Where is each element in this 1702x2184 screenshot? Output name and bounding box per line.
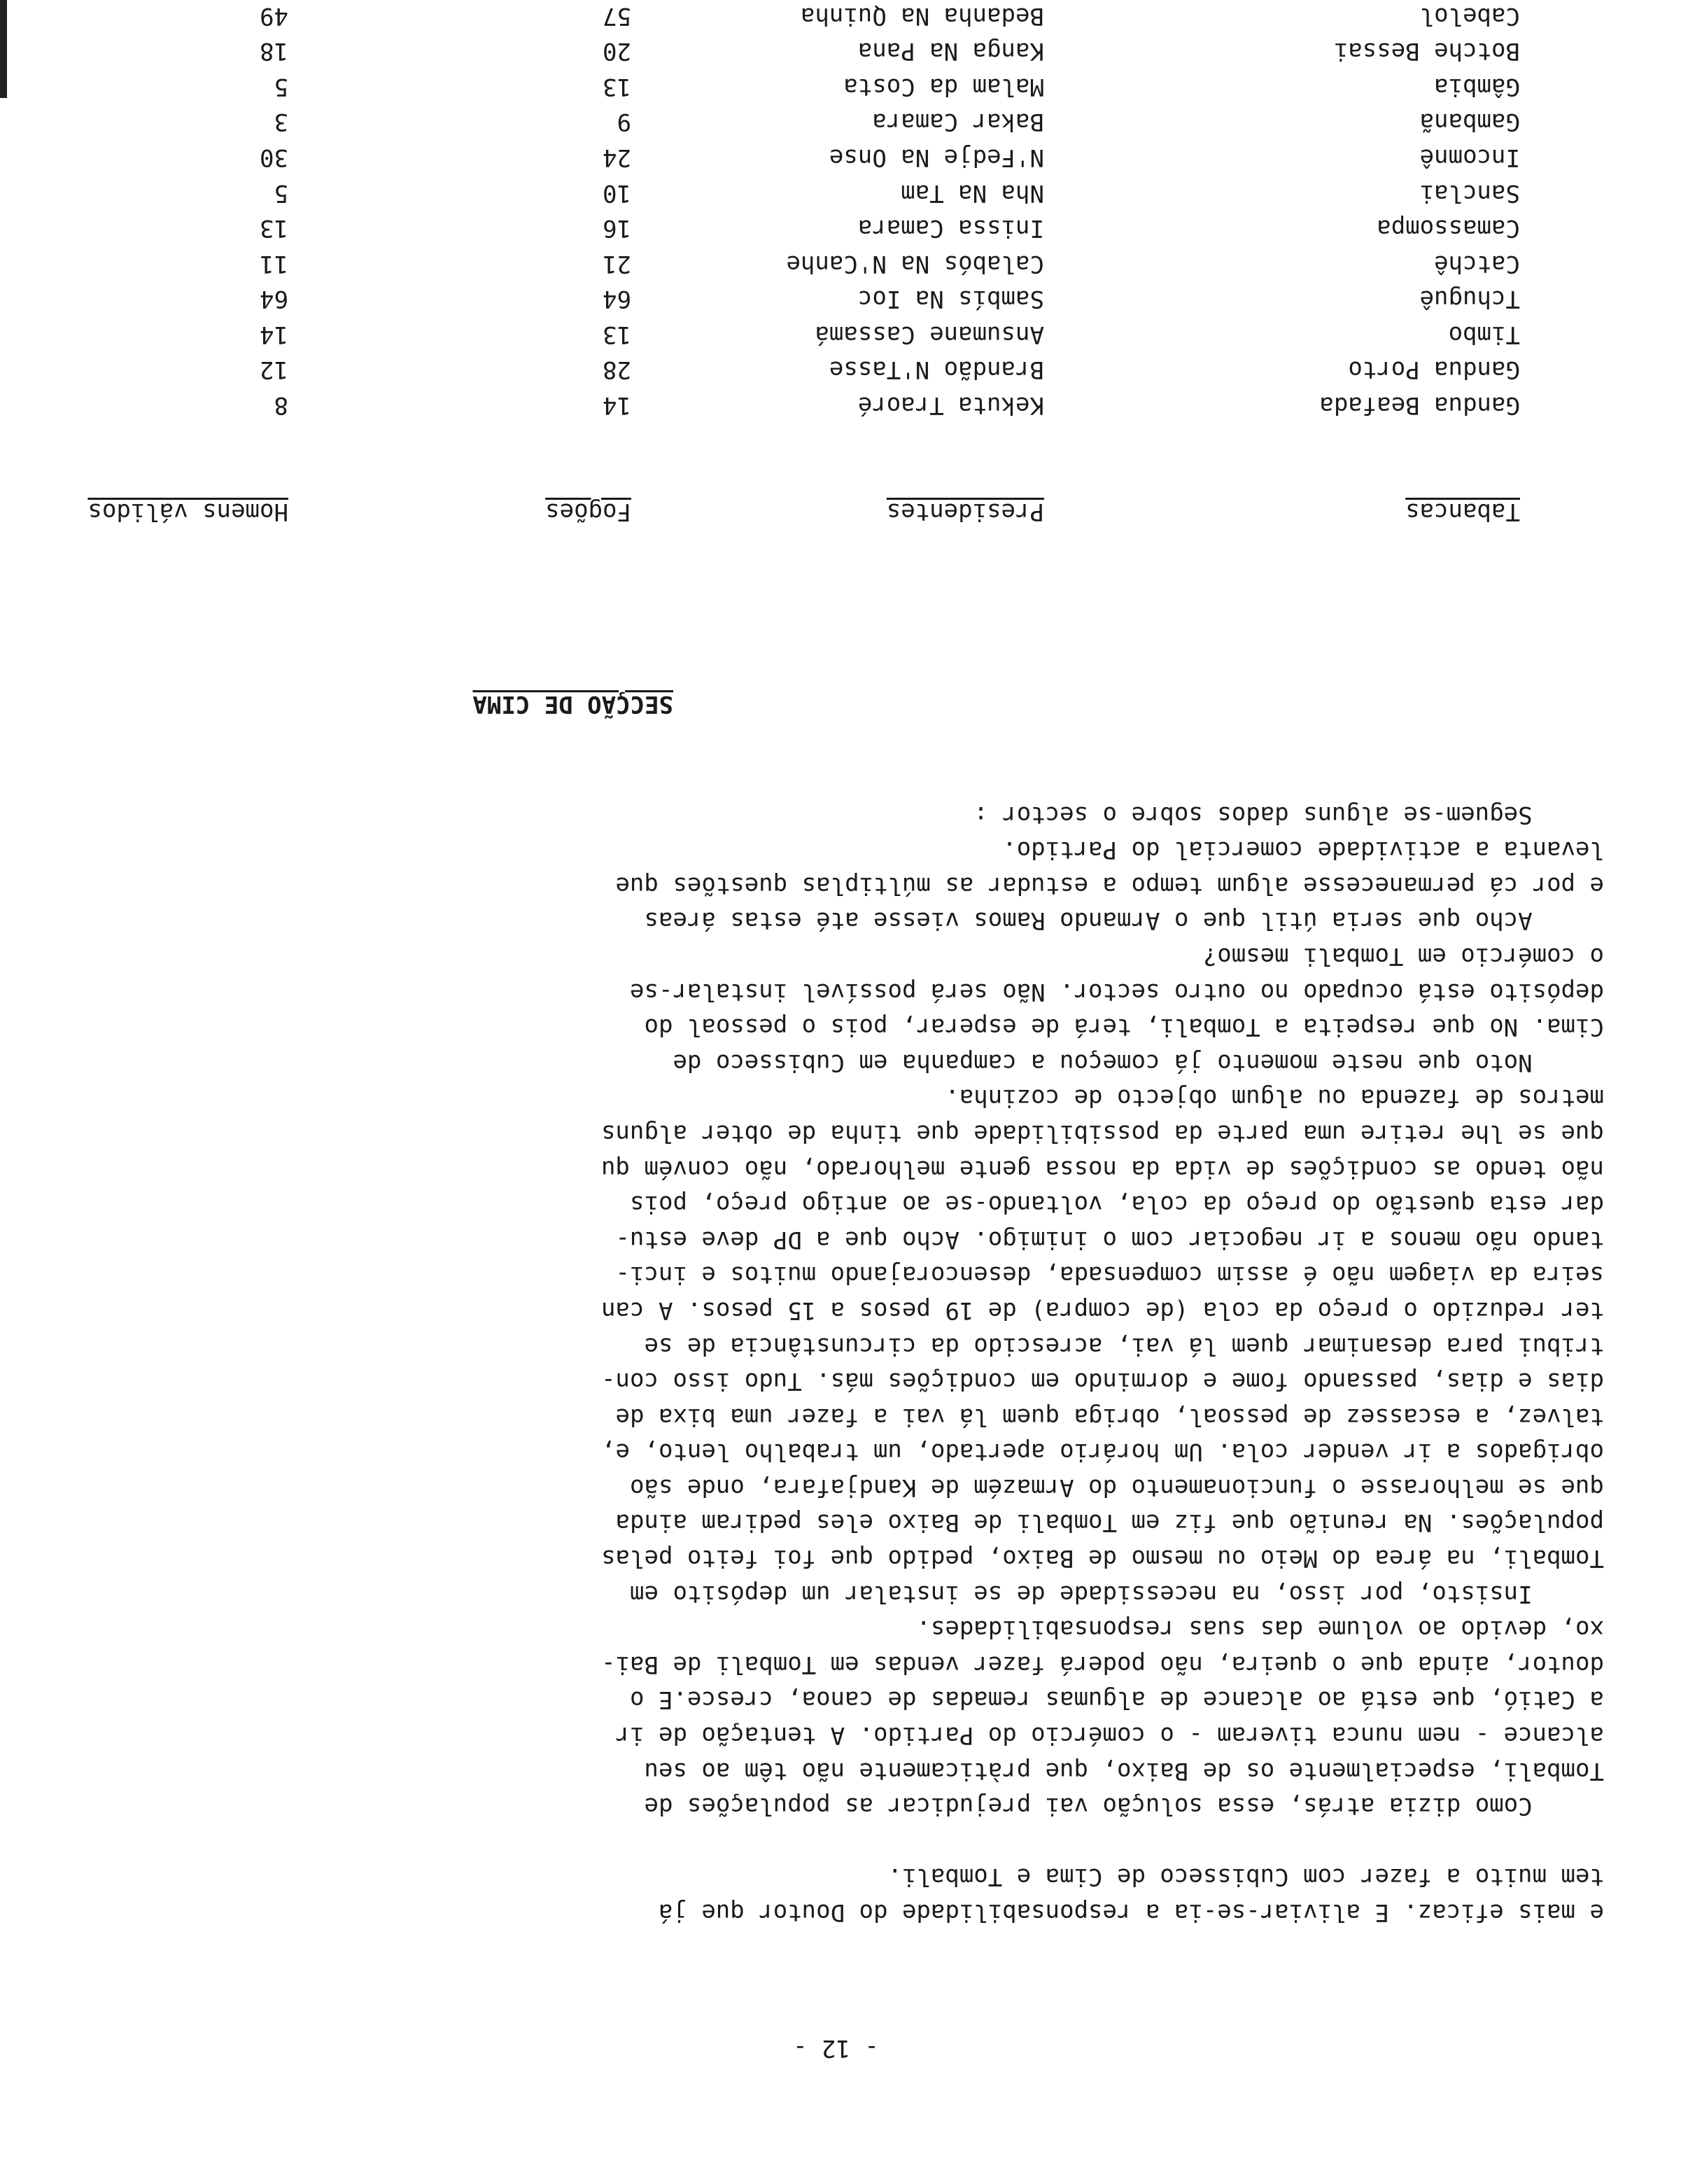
text-line: ter reduzido o preço da cola (de compra) de 19 pesos a 15 pesos. A can (601, 1296, 1604, 1324)
cell-presidente: Nha Na Tam (901, 178, 1044, 207)
cell-homens-validos: 5 (274, 178, 288, 207)
cell-fogoes: 24 (603, 143, 631, 172)
text-line: Como dizia atrás, essa solução vai prejudicar as populações de (644, 1792, 1604, 1821)
table-row (68, 388, 1604, 424)
cell-fogoes: 13 (603, 72, 631, 101)
text-line: populações. Na reunião que fiz em Tombali de Baixo eles pediram ainda (615, 1508, 1604, 1537)
cell-fogoes: 21 (603, 249, 631, 278)
text-line: e mais eficaz. E aliviar-se-ia a responsabilidade do Doutor que já (658, 1898, 1604, 1927)
cell-fogoes: 28 (603, 356, 631, 384)
text-line: Insisto, por isso, na necessidade de se instalar um depósito em (630, 1579, 1604, 1608)
cell-presidente: Brandão N'Tasse (829, 356, 1044, 384)
page-number: - 12 - (793, 2033, 879, 2062)
cell-presidente: Malam da Costa (843, 72, 1044, 101)
text-line: alcance - nem nunca tiveram - o comércio do Partido. A tentação de ir (615, 1721, 1604, 1750)
cell-fogoes: 10 (603, 178, 631, 207)
cell-tabanca: Timbo (1448, 320, 1520, 349)
text-line: a Catió, que está ao alcance de algumas remadas de canoa, cresce.E o (630, 1686, 1604, 1714)
text-line: seira da viagem não é assim compensada, desencorajando muitos e inci- (615, 1261, 1604, 1289)
document-body (68, 0, 1604, 2136)
table-row (68, 352, 1604, 388)
body-text (68, 797, 1604, 1930)
cell-fogoes: 9 (617, 108, 631, 136)
text-line: dias e dias, passando fome e dormindo em condições más. Tudo isso con- (601, 1367, 1604, 1396)
cell-fogoes: 20 (603, 37, 631, 66)
table-row (68, 34, 1604, 69)
cell-homens-validos: 14 (260, 320, 288, 349)
table-row (68, 211, 1604, 246)
text-line: tando não menos a ir negociar com o inimigo. Acho que a DP deve estu- (615, 1225, 1604, 1254)
text-line: Seguem-se alguns dados sobre o sector : (973, 800, 1604, 829)
cell-homens-validos: 49 (260, 1, 288, 30)
cell-presidente: Inissa Camara (857, 214, 1044, 243)
cell-fogoes: 16 (603, 214, 631, 243)
cell-presidente: Kekuta Traoré (857, 391, 1044, 420)
text-line: dar esta questão do preço da cola, voltando-se ao antigo preço, pois (630, 1190, 1604, 1219)
text-line: que se melhorasse o funcionamento do Armazém de Kandjafara, onde são (630, 1473, 1604, 1502)
table-row (68, 69, 1604, 104)
cell-homens-validos: 5 (274, 72, 288, 101)
text-line: e por cá permanecesse algum tempo a estudar as múltiplas questões que (615, 871, 1604, 899)
table-header-row (68, 493, 1604, 529)
text-line: tem muito a fazer com Cubisseco de Cima e Tombali. (887, 1863, 1604, 1891)
table-row (68, 175, 1604, 211)
cell-fogoes: 14 (603, 391, 631, 420)
cell-homens-validos: 30 (260, 143, 288, 172)
text-line: Noto que neste momento já começou a campanha em Cubisseco de (673, 1048, 1604, 1077)
header-presidentes: Presidentes (886, 497, 1044, 526)
table-row (68, 139, 1604, 175)
table-row (68, 316, 1604, 352)
header-tabancas: Tabancas (1405, 497, 1520, 526)
text-line: metros de fazenda ou algum objecto de cozinha. (945, 1084, 1604, 1112)
cell-fogoes: 64 (603, 285, 631, 314)
header-fogoes: Fogões (545, 497, 631, 526)
header-homens-validos: Homens válidos (87, 497, 288, 526)
text-line: que se lhe retire uma parte da possibilidade que tinha de obter alguns (601, 1119, 1604, 1147)
text-line: xo, devido ao volume das suas responsabilidades. (916, 1615, 1604, 1644)
cell-tabanca: Gandua Porto (1348, 356, 1520, 384)
cell-tabanca: Botche Bessai (1333, 37, 1520, 66)
cell-tabanca: Gandua Beafada (1319, 391, 1520, 420)
cell-homens-validos: 12 (260, 356, 288, 384)
text-line: Acho que seria útil que o Armando Ramos viesse até estas áreas (644, 906, 1604, 935)
text-line: depósito está ocupado no outro sector. Não será possível instalar-se (630, 977, 1604, 1006)
settlements-table (68, 0, 1604, 600)
cell-tabanca: Incomnê (1419, 143, 1520, 172)
cell-tabanca: Camassompa (1377, 214, 1520, 243)
table-row (68, 0, 1604, 34)
cell-homens-validos: 11 (260, 249, 288, 278)
cell-homens-validos: 3 (274, 108, 288, 136)
text-line: o comércio em Tombali mesmo? (1202, 942, 1604, 970)
text-line (68, 1823, 1604, 1859)
cell-presidente: Sambís Na Ioc (857, 285, 1044, 314)
cell-tabanca: Gambanã (1419, 108, 1520, 136)
text-line: não tendo as condições de vida da nossa gente melhorado, não convém qu (601, 1154, 1604, 1183)
text-line: tribui para desanimar quem lá vai, acrescido da circunstância de se (644, 1331, 1604, 1360)
cell-fogoes: 13 (603, 320, 631, 349)
table-body (68, 0, 1604, 423)
cell-tabanca: Cabelol (1419, 1, 1520, 30)
text-line: Tombali, especialmente os de Baixo, que pràticamente não têm ao seu (644, 1756, 1604, 1785)
cell-presidente: Bakar Camara (872, 108, 1044, 136)
cell-homens-validos: 13 (260, 214, 288, 243)
cell-tabanca: Catchê (1434, 249, 1520, 278)
table-row (68, 281, 1604, 317)
table-row (68, 104, 1604, 140)
text-line: obrigados a ir vender cola. Um horário apertado, um trabalho lento, e, (601, 1438, 1604, 1466)
cell-presidente: Bedanha Na Quinha (801, 1, 1044, 30)
cell-tabanca: Gâmbia (1434, 72, 1520, 101)
scan-edge-mark (0, 0, 7, 98)
cell-homens-validos: 64 (260, 285, 288, 314)
cell-fogoes: 57 (603, 1, 631, 30)
section-title: SECÇÃO DE CIMA (472, 690, 673, 718)
cell-presidente: N'Fedje Na Onse (829, 143, 1044, 172)
text-line: levanta a actividade comercial do Partido. (1002, 836, 1604, 864)
cell-presidente: Ansumane Cassamá (815, 320, 1044, 349)
table-row (68, 246, 1604, 281)
text-line: talvez, a escassez de pessoal, obriga quem lá vai a fazer uma bixa de (615, 1402, 1604, 1431)
cell-tabanca: Sanclai (1419, 178, 1520, 207)
cell-homens-validos: 18 (260, 37, 288, 66)
cell-tabanca: Tchuguê (1419, 285, 1520, 314)
text-line: Tombali, na área do Meio ou mesmo de Baixo, pedido que foi feito pelas (601, 1544, 1604, 1573)
section-header (68, 686, 1604, 722)
cell-presidente: Kanga Na Pana (857, 37, 1044, 66)
text-line: doutor, ainda que o queira, não poderá fazer vendas em Tombali de Bai- (601, 1650, 1604, 1679)
cell-presidente: Calabós Na N'Canhe (786, 249, 1044, 278)
text-line: Cima. No que respeita a Tombali, terá de esperar, pois o pessoal do (644, 1013, 1604, 1042)
cell-homens-validos: 8 (274, 391, 288, 420)
